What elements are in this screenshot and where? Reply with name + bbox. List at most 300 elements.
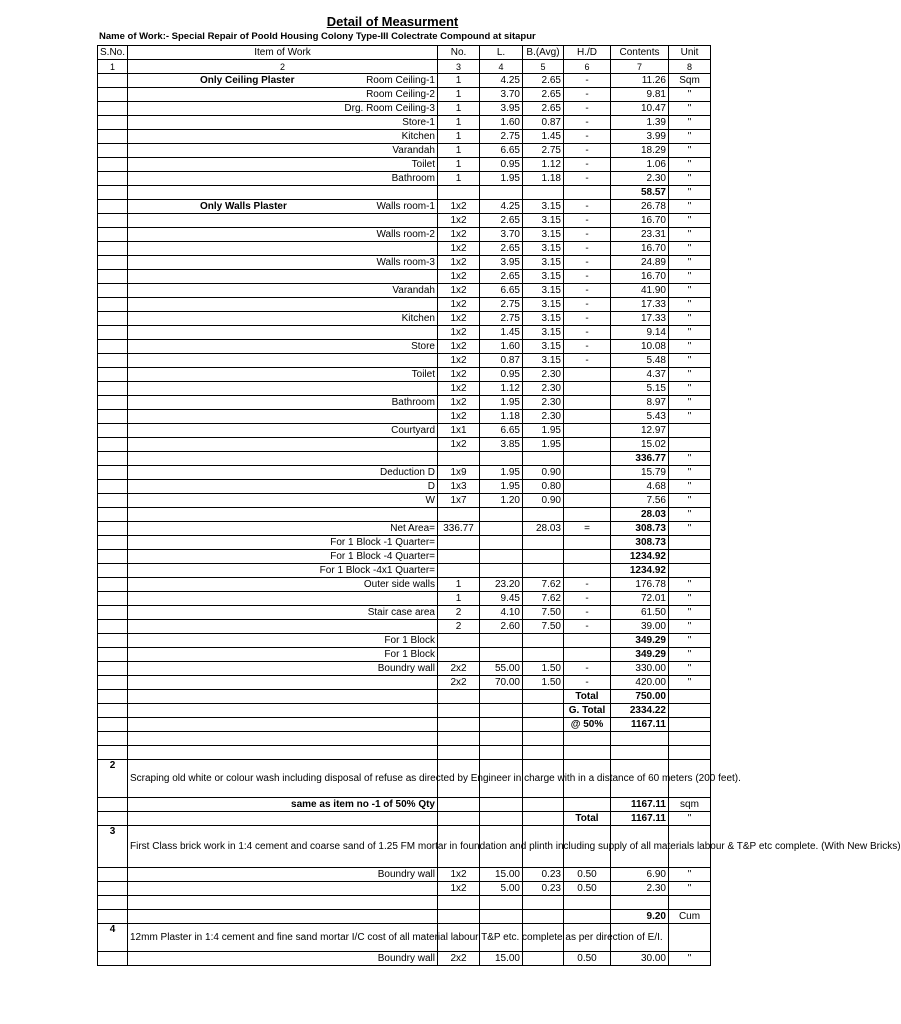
sno-cell	[98, 102, 128, 116]
item-cell	[128, 910, 438, 924]
contents-cell: 41.90	[611, 284, 669, 298]
breadth-cell: 7.50	[523, 606, 564, 620]
item-cell	[128, 868, 438, 882]
item-cell	[128, 480, 438, 494]
breadth-cell: 3.15	[523, 242, 564, 256]
item-label: Deduction D	[379, 466, 435, 478]
item-label: Toilet	[411, 158, 435, 170]
unit-cell: "	[669, 284, 711, 298]
no-cell	[438, 536, 480, 550]
unit-cell	[669, 896, 711, 910]
breadth-cell	[523, 746, 564, 760]
no-cell: 1x9	[438, 466, 480, 480]
sno-cell	[98, 130, 128, 144]
sno-cell	[98, 564, 128, 578]
height-cell	[564, 798, 611, 812]
length-cell: 0.95	[480, 368, 523, 382]
col-header-no: No.	[438, 46, 480, 60]
contents-cell: 15.79	[611, 466, 669, 480]
sno-cell	[98, 690, 128, 704]
item-label: Stair case area	[367, 606, 435, 618]
no-cell	[438, 718, 480, 732]
item-label: Walls room-2	[376, 228, 435, 240]
breadth-cell: 2.65	[523, 88, 564, 102]
no-cell: 1x2	[438, 396, 480, 410]
item-cell	[128, 592, 438, 606]
no-cell	[438, 896, 480, 910]
col-number: 4	[480, 60, 523, 74]
item-label: For 1 Block	[384, 648, 435, 660]
contents-cell: 10.47	[611, 102, 669, 116]
length-cell: 1.95	[480, 396, 523, 410]
table-row	[98, 130, 711, 144]
unit-cell	[669, 746, 711, 760]
breadth-cell: 7.50	[523, 620, 564, 634]
contents-cell: 1234.92	[611, 550, 669, 564]
height-cell: -	[564, 172, 611, 186]
no-cell	[438, 634, 480, 648]
unit-cell: "	[669, 312, 711, 326]
contents-cell: 23.31	[611, 228, 669, 242]
no-cell: 336.77	[438, 522, 480, 536]
table-row	[98, 634, 711, 648]
length-cell: 1.60	[480, 116, 523, 130]
height-cell	[564, 896, 611, 910]
breadth-cell	[523, 690, 564, 704]
length-cell	[480, 186, 523, 200]
table-row	[98, 270, 711, 284]
height-cell: 0.50	[564, 868, 611, 882]
unit-cell: "	[669, 228, 711, 242]
length-cell: 2.65	[480, 270, 523, 284]
unit-cell: "	[669, 620, 711, 634]
table-row	[98, 256, 711, 270]
sno-cell	[98, 812, 128, 826]
breadth-cell: 3.15	[523, 312, 564, 326]
unit-cell	[669, 564, 711, 578]
item-cell	[128, 144, 438, 158]
breadth-cell: 2.30	[523, 410, 564, 424]
col-header-unit: Unit	[669, 46, 711, 60]
unit-cell: "	[669, 868, 711, 882]
unit-cell: "	[669, 88, 711, 102]
breadth-cell: 3.15	[523, 340, 564, 354]
breadth-cell: 3.15	[523, 214, 564, 228]
item-cell	[128, 536, 438, 550]
no-cell: 1	[438, 116, 480, 130]
item-description: Scraping old white or colour wash including disposal of refuse as directed by Engineer in charge with in a distance of 60 meters (200 feet).	[128, 760, 438, 798]
sno-cell	[98, 158, 128, 172]
item-cell	[128, 438, 438, 452]
item-row	[98, 924, 711, 952]
item-cell	[128, 648, 438, 662]
height-cell	[564, 396, 611, 410]
no-cell	[438, 564, 480, 578]
height-cell	[564, 382, 611, 396]
sno-cell	[98, 228, 128, 242]
table-row	[98, 354, 711, 368]
unit-cell	[669, 438, 711, 452]
item-cell	[128, 550, 438, 564]
item-label: Net Area=	[390, 522, 435, 534]
no-cell	[438, 550, 480, 564]
contents-cell: 420.00	[611, 676, 669, 690]
no-cell: 1x2	[438, 214, 480, 228]
length-cell	[480, 812, 523, 826]
sno-cell	[98, 606, 128, 620]
sno-cell	[98, 88, 128, 102]
length-cell	[480, 718, 523, 732]
contents-cell: 4.68	[611, 480, 669, 494]
height-cell	[564, 634, 611, 648]
sno-cell	[98, 662, 128, 676]
table-row	[98, 522, 711, 536]
height-cell: -	[564, 284, 611, 298]
item-cell	[128, 242, 438, 256]
length-cell: 1.45	[480, 326, 523, 340]
sno-cell	[98, 424, 128, 438]
item-cell	[128, 690, 438, 704]
sno-cell	[98, 868, 128, 882]
height-cell: -	[564, 340, 611, 354]
no-cell: 1x2	[438, 298, 480, 312]
item-cell	[128, 382, 438, 396]
contents-cell	[611, 896, 669, 910]
table-row	[98, 368, 711, 382]
unit-cell: "	[669, 606, 711, 620]
item-label: Store	[411, 340, 435, 352]
height-cell: -	[564, 298, 611, 312]
item-label: Room Ceiling-1	[366, 74, 435, 86]
contents-cell: 17.33	[611, 298, 669, 312]
no-cell: 1	[438, 130, 480, 144]
breadth-cell	[523, 634, 564, 648]
item-label: D	[427, 480, 435, 492]
col-number: 3	[438, 60, 480, 74]
item-cell	[128, 452, 438, 466]
contents-cell: 1234.92	[611, 564, 669, 578]
table-row	[98, 284, 711, 298]
contents-cell: 58.57	[611, 186, 669, 200]
breadth-cell: 1.12	[523, 158, 564, 172]
table-row	[98, 228, 711, 242]
sno-cell	[98, 144, 128, 158]
contents-cell: 2.30	[611, 882, 669, 896]
height-cell: -	[564, 102, 611, 116]
height-cell	[564, 564, 611, 578]
contents-cell: 17.33	[611, 312, 669, 326]
length-cell: 5.00	[480, 882, 523, 896]
measurement-rows	[98, 74, 901, 966]
table-row	[98, 868, 711, 882]
contents-cell: 30.00	[611, 952, 669, 966]
table-row	[98, 564, 711, 578]
breadth-cell: 3.15	[523, 284, 564, 298]
no-cell: 1	[438, 74, 480, 88]
contents-cell: 1167.11	[611, 812, 669, 826]
item-label: Kitchen	[401, 130, 435, 142]
group-label: Only Ceiling Plaster	[200, 74, 295, 86]
height-cell	[564, 550, 611, 564]
breadth-cell: 2.65	[523, 74, 564, 88]
length-cell: 6.65	[480, 284, 523, 298]
sno-cell	[98, 466, 128, 480]
length-cell: 1.95	[480, 480, 523, 494]
contents-cell: 26.78	[611, 200, 669, 214]
breadth-cell	[523, 704, 564, 718]
sno-cell	[98, 172, 128, 186]
unit-cell: "	[669, 480, 711, 494]
col-number: 6	[564, 60, 611, 74]
table-row	[98, 88, 711, 102]
sno-cell	[98, 494, 128, 508]
table-row	[98, 910, 711, 924]
sno-cell	[98, 732, 128, 746]
height-cell: -	[564, 662, 611, 676]
no-cell: 1	[438, 172, 480, 186]
sno-cell	[98, 536, 128, 550]
breadth-cell: 0.87	[523, 116, 564, 130]
sno-cell	[98, 718, 128, 732]
no-cell	[438, 732, 480, 746]
unit-cell: "	[669, 634, 711, 648]
breadth-cell: 0.23	[523, 882, 564, 896]
unit-cell	[669, 424, 711, 438]
sno-cell	[98, 242, 128, 256]
breadth-cell: 0.90	[523, 466, 564, 480]
height-cell: -	[564, 592, 611, 606]
item-label: Toilet	[411, 368, 435, 380]
sno-cell	[98, 704, 128, 718]
item-cell	[128, 354, 438, 368]
no-cell: 1x2	[438, 228, 480, 242]
breadth-cell: 2.30	[523, 396, 564, 410]
length-cell: 70.00	[480, 676, 523, 690]
breadth-cell: 3.15	[523, 354, 564, 368]
table-row	[98, 298, 711, 312]
height-cell	[564, 536, 611, 550]
length-cell	[480, 536, 523, 550]
unit-cell: "	[669, 882, 711, 896]
item-cell	[128, 200, 438, 214]
breadth-cell	[523, 648, 564, 662]
no-cell	[438, 704, 480, 718]
no-cell: 2	[438, 620, 480, 634]
length-cell: 3.70	[480, 88, 523, 102]
length-cell	[480, 634, 523, 648]
item-cell	[128, 620, 438, 634]
height-cell	[564, 480, 611, 494]
breadth-cell: 1.50	[523, 676, 564, 690]
length-cell: 3.95	[480, 102, 523, 116]
item-label: Varandah	[392, 144, 435, 156]
breadth-cell: 7.62	[523, 578, 564, 592]
table-row	[98, 158, 711, 172]
contents-cell: 2.30	[611, 172, 669, 186]
sno-cell	[98, 452, 128, 466]
contents-cell: 6.90	[611, 868, 669, 882]
item-label: Store-1	[402, 116, 435, 128]
name-of-work: Name of Work:- Special Repair of Poold Housing Colony Type-III Colectrate Compound at sitapur	[99, 31, 536, 42]
no-cell	[438, 452, 480, 466]
breadth-cell: 0.90	[523, 494, 564, 508]
table-row	[98, 718, 711, 732]
breadth-cell: 3.15	[523, 200, 564, 214]
unit-cell: "	[669, 676, 711, 690]
height-cell: -	[564, 200, 611, 214]
col-number: 1	[98, 60, 128, 74]
col-header-length: L.	[480, 46, 523, 60]
item-cell	[128, 158, 438, 172]
table-row	[98, 452, 711, 466]
unit-cell: "	[669, 466, 711, 480]
height-cell	[564, 452, 611, 466]
unit-cell	[669, 704, 711, 718]
contents-cell: 12.97	[611, 424, 669, 438]
item-cell	[128, 410, 438, 424]
no-cell	[438, 186, 480, 200]
unit-cell	[669, 718, 711, 732]
unit-cell: Sqm	[669, 74, 711, 88]
item-label: same as item no -1 of 50% Qty	[291, 798, 435, 810]
contents-cell: 24.89	[611, 256, 669, 270]
item-description: 12mm Plaster in 1:4 cement and fine sand mortar I/C cost of all material labour T&P etc. complete as per direction of E/I.	[128, 924, 438, 952]
height-cell: -	[564, 256, 611, 270]
item-label: For 1 Block -1 Quarter=	[330, 536, 435, 548]
length-cell: 1.60	[480, 340, 523, 354]
item-label: Walls room-3	[376, 256, 435, 268]
length-cell	[480, 452, 523, 466]
table-row	[98, 536, 711, 550]
item-serial: 2	[98, 760, 128, 798]
col-number: 7	[611, 60, 669, 74]
unit-cell: "	[669, 368, 711, 382]
contents-cell: 11.26	[611, 74, 669, 88]
item-cell	[128, 662, 438, 676]
contents-cell: 308.73	[611, 536, 669, 550]
item-cell	[128, 270, 438, 284]
breadth-cell: 3.15	[523, 326, 564, 340]
item-label: Courtyard	[391, 424, 435, 436]
unit-cell	[669, 550, 711, 564]
unit-cell: sqm	[669, 798, 711, 812]
height-cell: @ 50%	[564, 718, 611, 732]
breadth-cell: 1.45	[523, 130, 564, 144]
table-row	[98, 798, 711, 812]
height-cell: -	[564, 116, 611, 130]
table-row	[98, 690, 711, 704]
column-number-row	[98, 60, 711, 74]
breadth-cell	[523, 910, 564, 924]
item-cell	[128, 896, 438, 910]
height-cell	[564, 438, 611, 452]
item-label: Drg. Room Ceiling-3	[344, 102, 435, 114]
item-label: Walls room-1	[376, 200, 435, 212]
height-cell: -	[564, 228, 611, 242]
sno-cell	[98, 382, 128, 396]
item-label: Varandah	[392, 284, 435, 296]
no-cell: 1x2	[438, 200, 480, 214]
no-cell: 1	[438, 144, 480, 158]
table-row	[98, 312, 711, 326]
height-cell: -	[564, 144, 611, 158]
item-description: First Class brick work in 1:4 cement and coarse sand of 1.25 FM mortar in foundation and plinth including supply of all materials labour & T&P etc complete. (With New Bricks)	[128, 826, 438, 868]
col-header-item: Item of Work	[128, 46, 438, 60]
sno-cell	[98, 480, 128, 494]
sno-cell	[98, 634, 128, 648]
no-cell: 1x2	[438, 242, 480, 256]
unit-cell: "	[669, 494, 711, 508]
breadth-cell	[523, 732, 564, 746]
no-cell: 1x3	[438, 480, 480, 494]
no-cell: 1x7	[438, 494, 480, 508]
breadth-cell: 2.65	[523, 102, 564, 116]
item-label: Bathroom	[391, 396, 435, 408]
table-row	[98, 648, 711, 662]
sno-cell	[98, 410, 128, 424]
contents-cell: 61.50	[611, 606, 669, 620]
length-cell	[480, 704, 523, 718]
no-cell	[438, 690, 480, 704]
length-cell	[480, 896, 523, 910]
item-row	[98, 826, 711, 868]
item-cell	[128, 186, 438, 200]
length-cell	[480, 550, 523, 564]
length-cell: 0.95	[480, 158, 523, 172]
height-cell	[564, 410, 611, 424]
col-number: 8	[669, 60, 711, 74]
breadth-cell: 1.95	[523, 424, 564, 438]
sno-cell	[98, 116, 128, 130]
unit-cell: "	[669, 592, 711, 606]
unit-cell: "	[669, 130, 711, 144]
empty-cell	[669, 924, 711, 952]
table-row	[98, 144, 711, 158]
contents-cell: 1.06	[611, 158, 669, 172]
sno-cell	[98, 438, 128, 452]
no-cell: 1x2	[438, 882, 480, 896]
height-cell: -	[564, 158, 611, 172]
contents-cell: 3.99	[611, 130, 669, 144]
length-cell	[480, 522, 523, 536]
unit-cell	[669, 732, 711, 746]
height-cell: 0.50	[564, 952, 611, 966]
length-cell: 1.95	[480, 466, 523, 480]
contents-cell: 72.01	[611, 592, 669, 606]
length-cell: 23.20	[480, 578, 523, 592]
length-cell	[480, 564, 523, 578]
unit-cell: "	[669, 662, 711, 676]
item-label: Outer side walls	[363, 578, 435, 590]
item-cell	[128, 508, 438, 522]
contents-cell: 10.08	[611, 340, 669, 354]
height-cell: -	[564, 326, 611, 340]
breadth-cell: 3.15	[523, 256, 564, 270]
sno-cell	[98, 200, 128, 214]
col-number: 5	[523, 60, 564, 74]
item-cell	[128, 424, 438, 438]
height-cell	[564, 466, 611, 480]
sno-cell	[98, 952, 128, 966]
unit-cell: "	[669, 508, 711, 522]
table-row	[98, 410, 711, 424]
contents-cell: 15.02	[611, 438, 669, 452]
table-row	[98, 116, 711, 130]
item-cell	[128, 256, 438, 270]
breadth-cell: 1.95	[523, 438, 564, 452]
breadth-cell: 1.18	[523, 172, 564, 186]
unit-cell: "	[669, 354, 711, 368]
